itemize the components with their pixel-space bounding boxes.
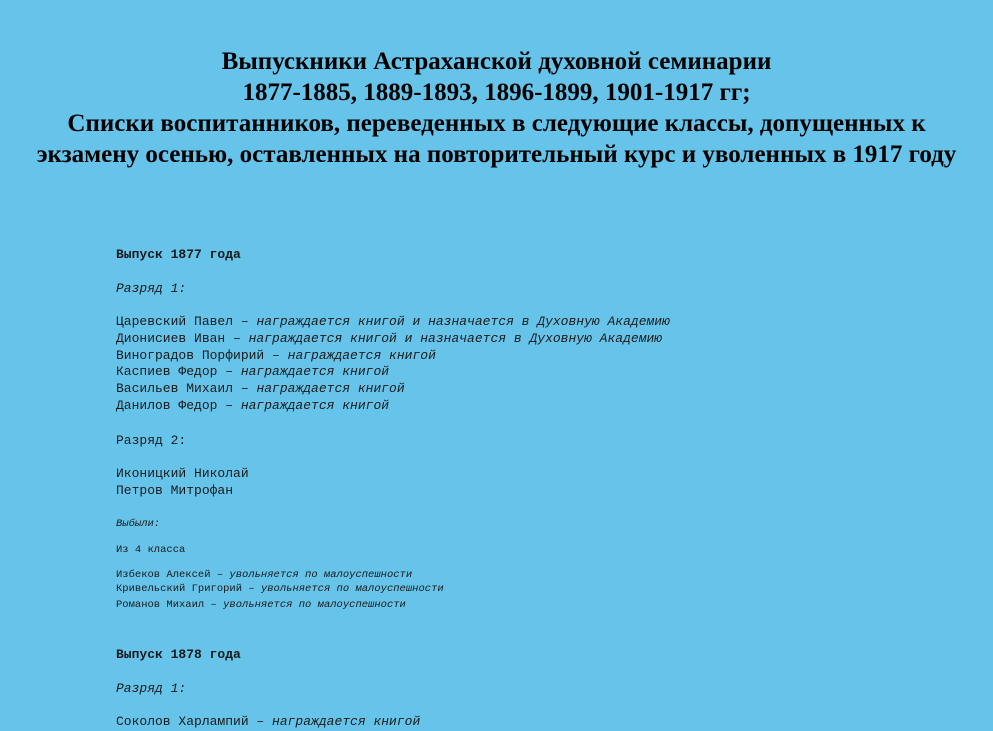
separator: –: [210, 569, 230, 582]
razryad-1-heading: Разряд 1:: [116, 281, 187, 296]
student-name: Иконицкий Николай: [116, 465, 249, 481]
separator: –: [204, 599, 224, 612]
student-row: [116, 398, 976, 415]
title-line-3: Списки воспитанников, переведенных в следующие классы, допущенных к: [67, 110, 926, 137]
student-name: Избеков Алексей: [116, 569, 211, 582]
student-name: Виноградов Порфирий: [116, 347, 265, 363]
separator: –: [217, 364, 241, 380]
student-note: награждается книгой и назначается в Духовную Академию: [248, 330, 663, 346]
student-name: Каспиев Федор: [116, 364, 218, 380]
expelled-row: [116, 568, 976, 582]
student-note: награждается книгой: [287, 347, 436, 363]
student-note: увольняется по малоуспешности: [260, 583, 444, 596]
student-note: награждается книгой: [240, 397, 390, 413]
title-line-2: 1877-1885, 1889-1893, 1896-1899, 1901-1917 гг;: [242, 79, 751, 106]
razryad-2-list: [116, 466, 976, 500]
student-row: [116, 364, 976, 381]
title-line-4: экзамену осенью, оставленных на повторительный курс и уволенных в 1917 году: [36, 141, 957, 168]
student-name: Соколов Харлампий: [116, 714, 249, 730]
vybyli-heading: Выбыли:: [116, 518, 161, 531]
expelled-list: [116, 568, 976, 612]
expelled-row: [116, 582, 976, 596]
student-note: увольняется по малоуспешности: [223, 599, 406, 612]
razryad-1-heading: Разряд 1:: [116, 681, 187, 697]
separator: –: [233, 314, 257, 329]
student-name: Царевский Павел: [116, 314, 234, 329]
student-name: Данилов Федор: [116, 397, 218, 413]
student-note: награждается книгой: [240, 364, 390, 380]
separator: –: [264, 347, 288, 363]
student-name: Романов Михаил: [116, 599, 205, 612]
class-label: Из 4 класса: [116, 544, 186, 557]
title-line-1: Выпускники Астраханской духовной семинарии: [221, 48, 772, 75]
graduates-list: [116, 246, 976, 731]
student-name: Дионисиев Иван: [116, 330, 226, 346]
expelled-row: [116, 598, 976, 612]
student-note: награждается книгой: [256, 381, 405, 397]
student-name: Петров Митрофан: [116, 482, 234, 498]
student-row: [116, 314, 976, 331]
page-title: [0, 46, 993, 170]
student-row: [116, 714, 976, 731]
student-note: увольняется по малоуспешности: [229, 569, 413, 582]
separator: –: [242, 583, 261, 596]
separator: –: [233, 381, 257, 397]
year-heading-1877: Выпуск 1877 года: [116, 247, 241, 262]
student-note: награждается книгой и назначается в Духовную Академию: [256, 314, 670, 329]
student-row: [116, 331, 976, 348]
year-heading-1878: Выпуск 1878 года: [116, 647, 241, 663]
separator: –: [248, 714, 273, 730]
razryad-1-list: [116, 714, 976, 731]
student-row: [116, 381, 976, 398]
razryad-2-heading: Разряд 2:: [116, 432, 187, 448]
student-note: награждается книгой: [272, 714, 421, 730]
student-row: [116, 466, 976, 483]
razryad-1-list: [116, 314, 976, 415]
separator: –: [217, 397, 241, 413]
student-name: Васильев Михаил: [116, 381, 234, 397]
separator: –: [225, 330, 249, 346]
student-row: [116, 348, 976, 365]
student-row: [116, 483, 976, 500]
student-name: Кривельский Григорий: [116, 583, 243, 596]
